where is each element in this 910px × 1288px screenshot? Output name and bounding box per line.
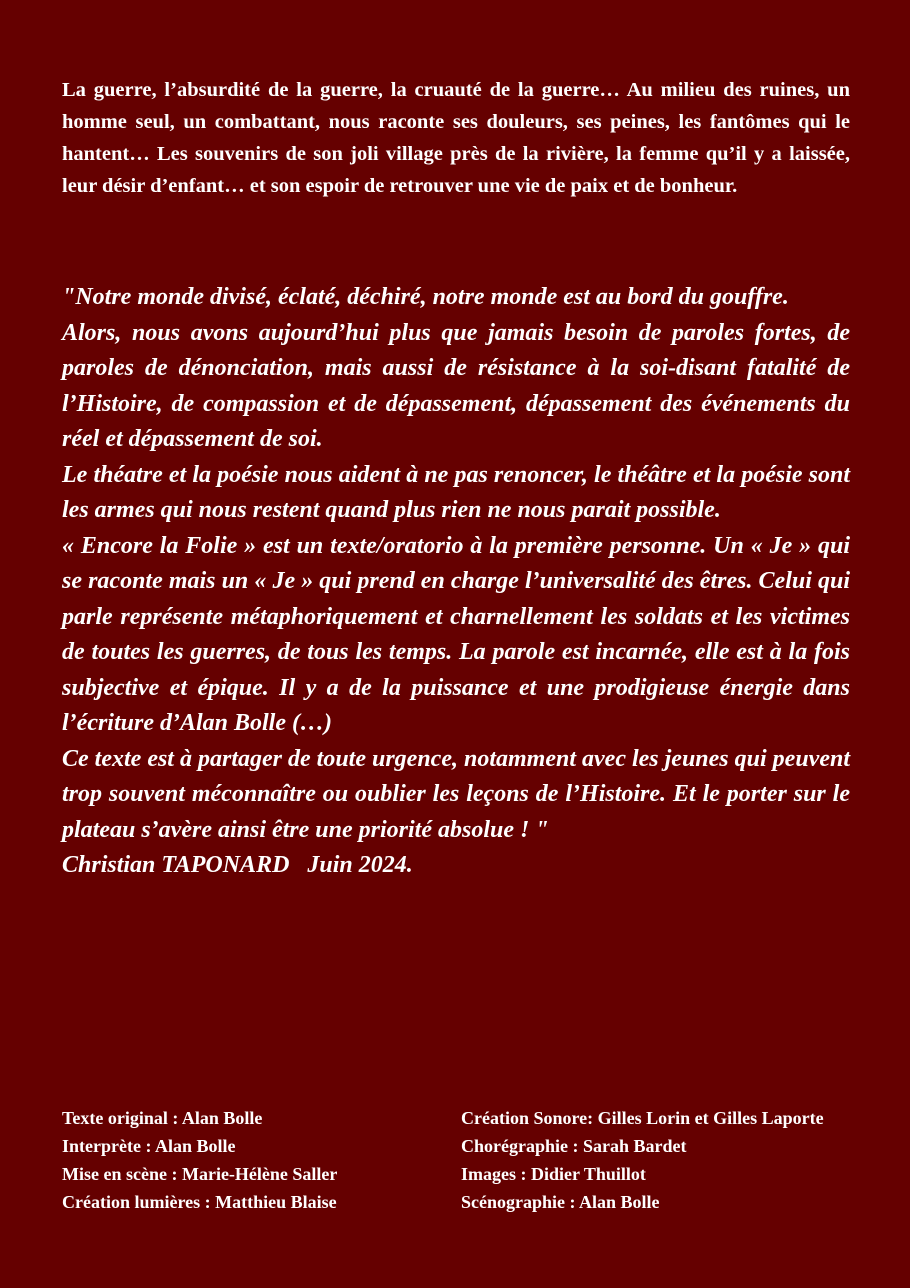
credit-interprete: Interprète : Alan Bolle xyxy=(62,1136,236,1156)
quote-signature: Christian TAPONARD Juin 2024. xyxy=(62,852,413,878)
credit-choregraphie: Chorégraphie : Sarah Bardet xyxy=(461,1136,687,1156)
quote-paragraph-4: « Encore la Folie » est un texte/oratorio à la première personne. Un « Je » qui se raconte mais un « Je » qui prend en charge l’universalité des êtres. Celui qui parle représente métaphoriquement et charnellement les soldats et les victimes de toutes les guerres, de tous les temps. La parole est incarnée, elle est à la fois subjective et épique. Il y a de la puissance et une prodigieuse énergie dans l’écriture d’Alan Bolle (…) xyxy=(62,532,850,736)
synopsis-paragraph: La guerre, l’absurdité de la guerre, la cruauté de la guerre… Au milieu des ruines, un homme seul, un combattant, nous raconte ses douleurs, ses peines, les fantômes qui le hantent… Les souvenirs de son joli village près de la rivière, la femme qu’il y a laissée, leur désir d’enfant… et son espoir de retrouver une vie de paix et de bonheur. xyxy=(62,79,850,197)
credit-creation-lumieres: Création lumières : Matthieu Blaise xyxy=(62,1192,337,1212)
quote-paragraph-2: Alors, nous avons aujourd’hui plus que jamais besoin de paroles fortes, de paroles de dénonciation, mais aussi de résistance à la soi-disant fatalité de l’Histoire, de compassion et de dépassement, dépassement des événements du réel et dépassement de soi. xyxy=(62,319,850,452)
credits-left-column xyxy=(62,1104,432,1216)
credit-creation-sonore: Création Sonore: Gilles Lorin et Gilles Laporte xyxy=(461,1108,824,1128)
credit-images: Images : Didier Thuillot xyxy=(461,1164,646,1184)
quote-paragraph-1: "Notre monde divisé, éclaté, déchiré, notre monde est au bord du gouffre. xyxy=(62,284,789,310)
quote-paragraph-5: Ce texte est à partager de toute urgence, notamment avec les jeunes qui peuvent trop souvent méconnaître ou oublier les leçons de l’Histoire. Et le porter sur le plateau s’avère ainsi être une priorité absolue ! " xyxy=(62,745,850,843)
critic-quote xyxy=(62,280,850,884)
credits-right-column xyxy=(461,1104,881,1216)
credit-scenographie: Scénographie : Alan Bolle xyxy=(461,1192,660,1212)
quote-paragraph-3: Le théatre et la poésie nous aident à ne pas renoncer, le théâtre et la poésie sont les armes qui nous restent quand plus rien ne nous parait possible. xyxy=(62,461,850,523)
credit-mise-en-scene: Mise en scène : Marie-Hélène Saller xyxy=(62,1164,338,1184)
credit-texte-original: Texte original : Alan Bolle xyxy=(62,1108,263,1128)
